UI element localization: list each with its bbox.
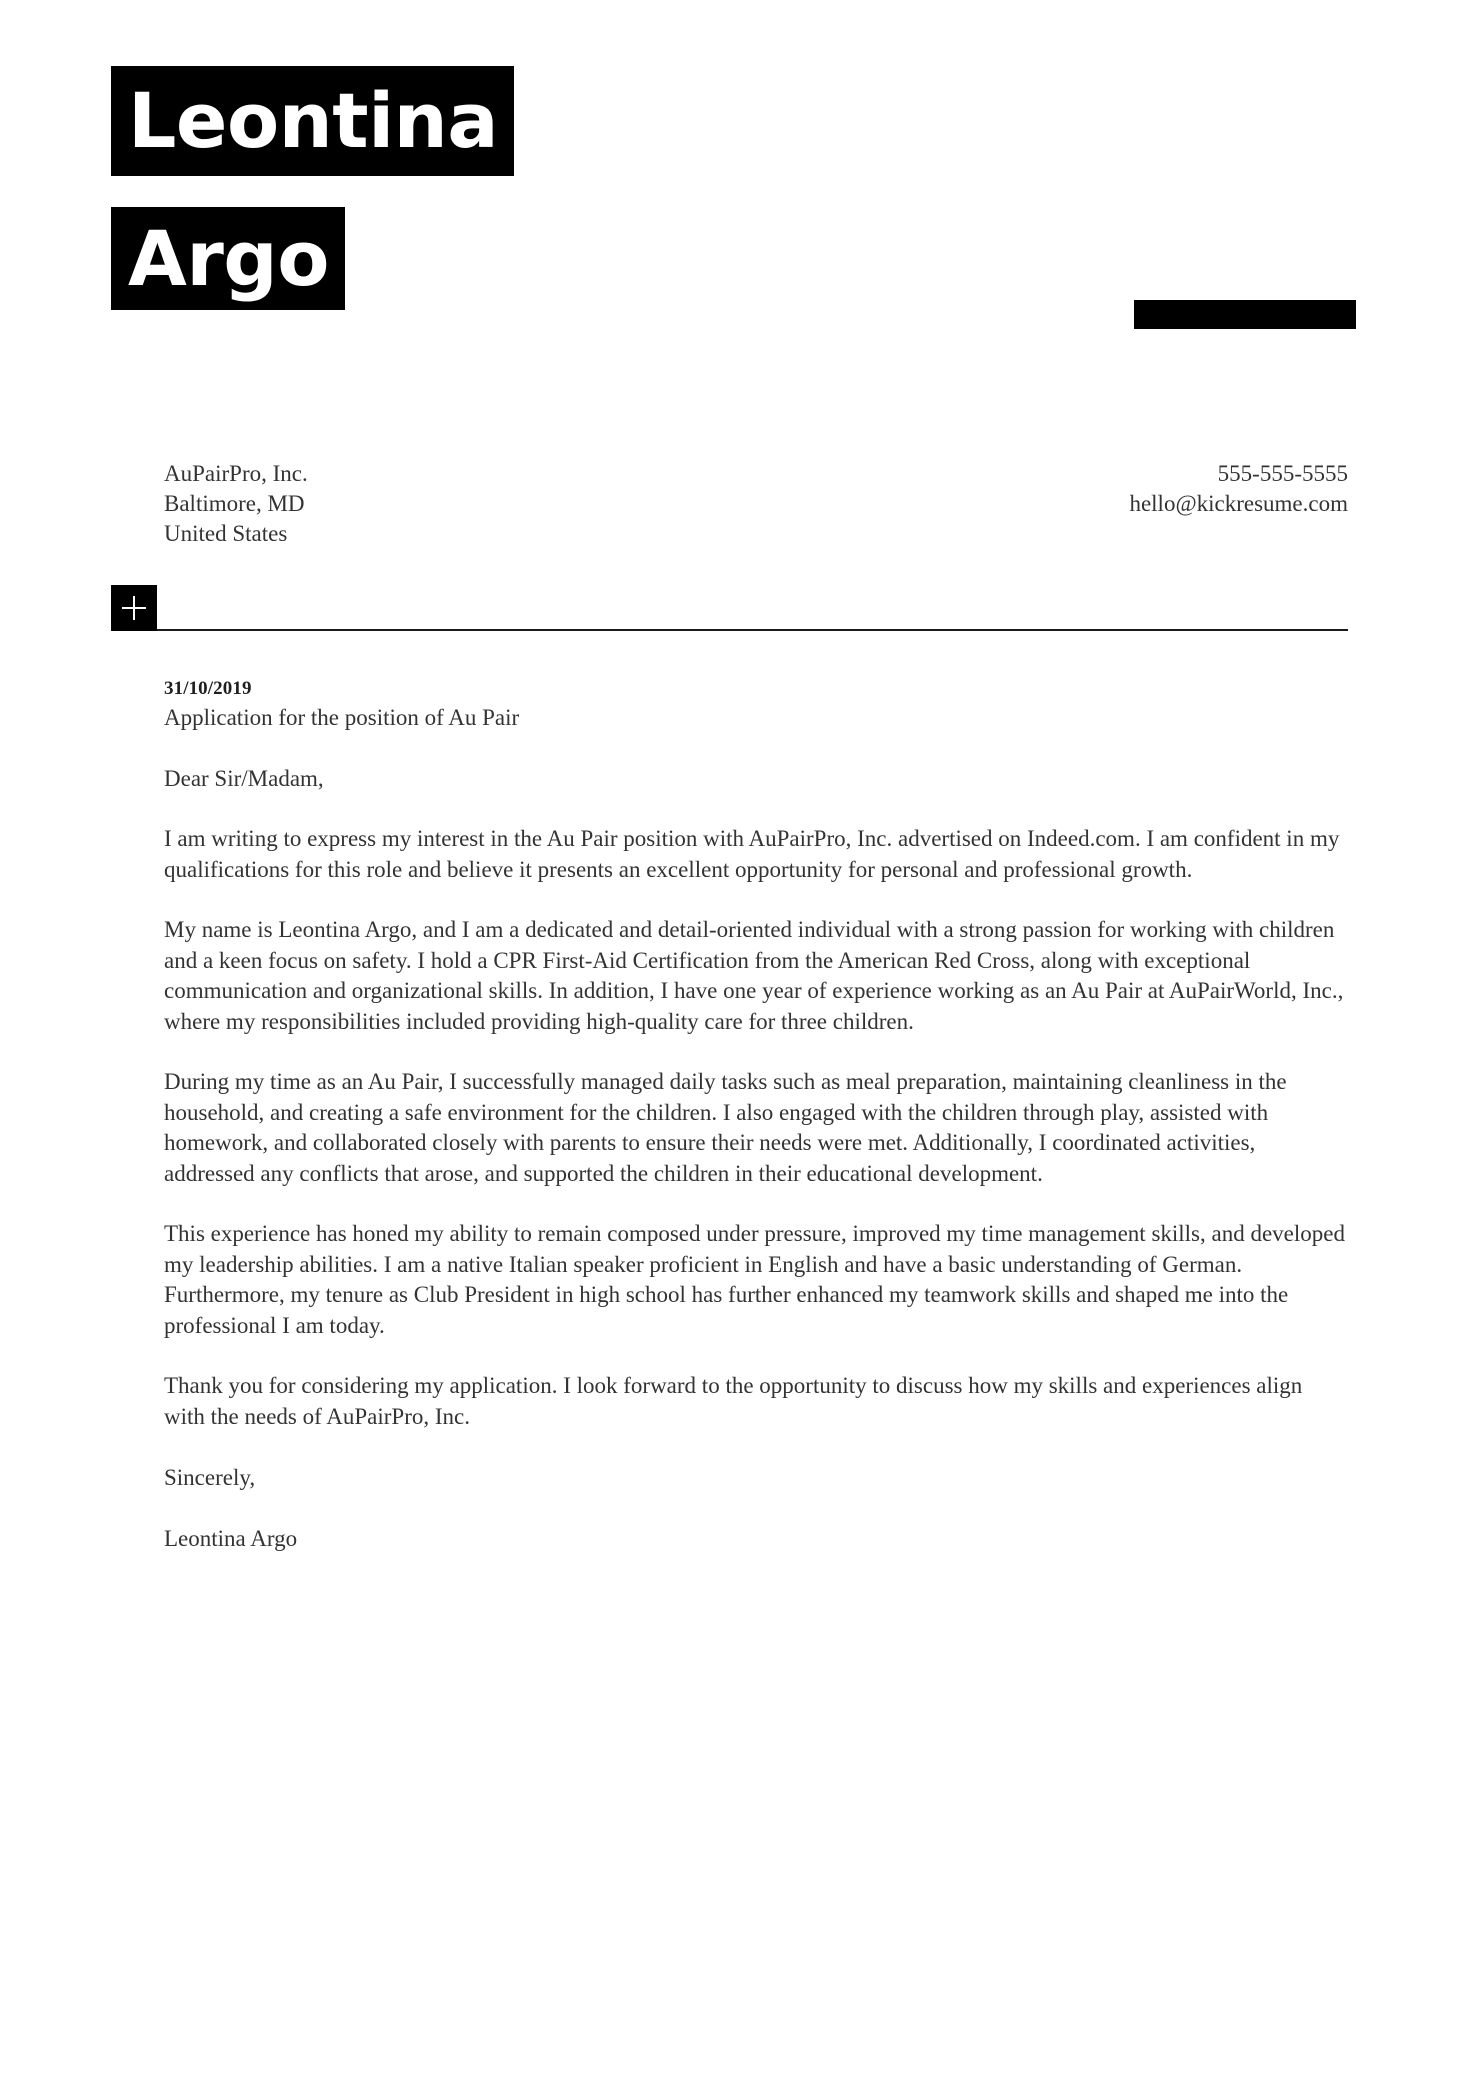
- recipient-address-block: [164, 459, 308, 549]
- section-divider: [111, 585, 1348, 631]
- plus-icon: [111, 585, 157, 631]
- contact-area: [164, 459, 1348, 549]
- letter-signature: Leontina Argo: [164, 1526, 298, 1551]
- recipient-company: AuPairPro, Inc.: [164, 461, 308, 486]
- letter-paragraph: During my time as an Au Pair, I successfully managed daily tasks such as meal preparation, maintaining cleanliness in the household, and creating a safe environment for the children. I also engaged with the children through play, assisted with homework, and collaborated closely with parents to ensure their needs were met. Additionally, I coordinated activities, addressed any conflicts that arose, and supported the children in their educational development.: [164, 1069, 1287, 1186]
- letter-paragraph: I am writing to express my interest in the Au Pair position with AuPairPro, Inc. advertised on Indeed.com. I am confident in my qualifications for this role and believe it presents an excellent opportunity for personal and professional growth.: [164, 826, 1340, 882]
- letter-closing: Sincerely,: [164, 1465, 256, 1490]
- letter-paragraph: My name is Leontina Argo, and I am a dedicated and detail-oriented individual with a strong passion for working with children and a keen focus on safety. I hold a CPR First-Aid Certification from the American Red Cross, along with exceptional communication and organizational skills. In addition, I have one year of experience working as an Au Pair at AuPairWorld, Inc., where my responsibilities included providing high-quality care for three children.: [164, 917, 1344, 1034]
- letter-body: [164, 676, 1348, 1554]
- sender-email: hello@kickresume.com: [1129, 491, 1348, 516]
- accent-bar: [1134, 300, 1356, 329]
- letter-paragraph: This experience has honed my ability to remain composed under pressure, improved my time management skills, and developed my leadership abilities. I am a native Italian speaker proficient in English and have a basic understanding of German. Furthermore, my tenure as Club President in high school has further enhanced my teamwork skills and shaped me into the professional I am today.: [164, 1221, 1345, 1338]
- last-name-block: Argo: [111, 207, 345, 310]
- first-name-block: Leontina: [111, 66, 514, 176]
- letter-subject: Application for the position of Au Pair: [164, 705, 520, 730]
- recipient-city: Baltimore, MD: [164, 491, 305, 516]
- letter-salutation: Dear Sir/Madam,: [164, 766, 324, 791]
- sender-contact-block: [1129, 459, 1348, 519]
- letter-paragraph: Thank you for considering my application. I look forward to the opportunity to discuss how my skills and experiences align with the needs of AuPairPro, Inc.: [164, 1373, 1303, 1429]
- recipient-country: United States: [164, 521, 288, 546]
- divider-line: [157, 629, 1348, 631]
- letter-date: 31/10/2019: [164, 678, 252, 699]
- sender-phone: 555-555-5555: [1217, 461, 1348, 486]
